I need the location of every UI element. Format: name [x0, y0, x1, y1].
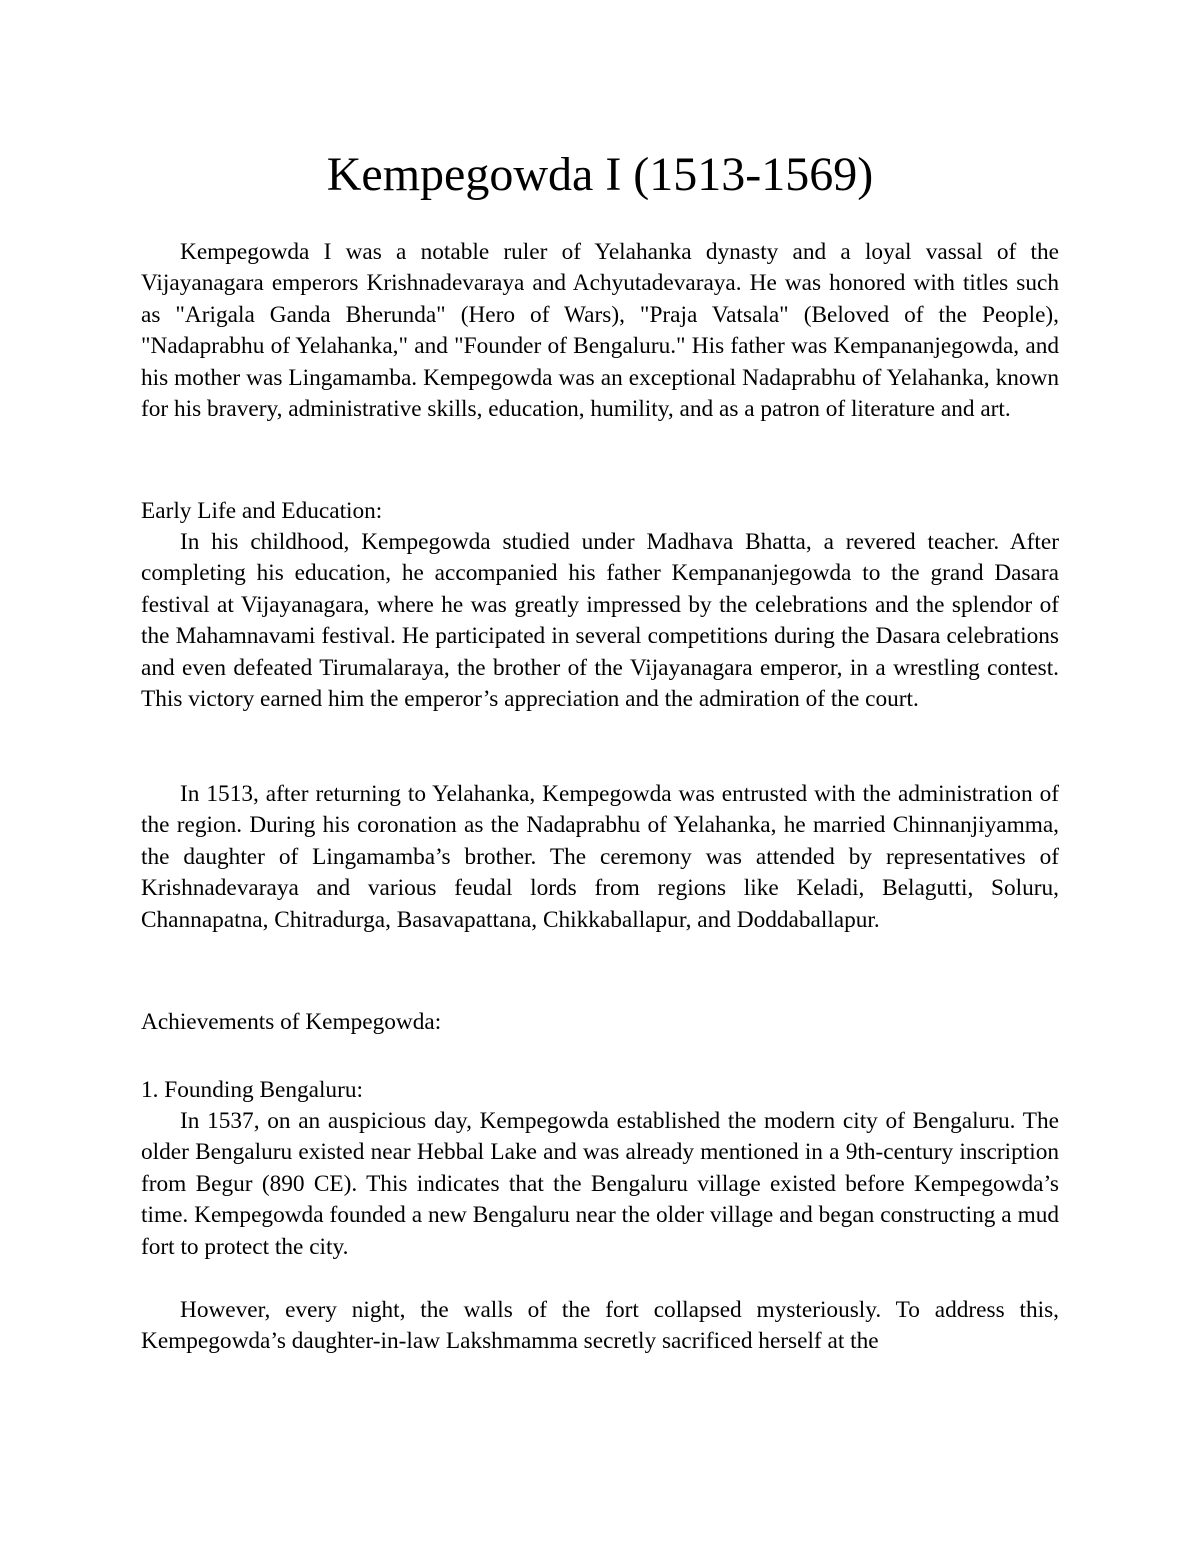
page-title: Kempegowda I (1513-1569): [326, 148, 874, 201]
intro-paragraph: Kempegowda I was a notable ruler of Yelahanka dynasty and a loyal vassal of the Vijayanagara emperors Krishnadevaraya and Achyutadevaraya. He was honored with titles such as "Arigala Ganda Bherunda" (Hero of Wars), "Praja Vatsala" (Beloved of the People), "Nadaprabhu of Yelahanka," and "Founder of Bengaluru." His father was Kempananjegowda, and his mother was Lingamamba. Kempegowda was an exceptional Nadaprabhu of Yelahanka, known for his bravery, administrative skills, education, humility, and as a patron of literature and art.: [141, 239, 1059, 423]
early-life-paragraph-2: In 1513, after returning to Yelahanka, Kempegowda was entrusted with the administration of the region. During his coronation as the Nadaprabhu of Yelahanka, he married Chinnanjiyamma, the daughter of Lingamamba’s brother. The ceremony was attended by representatives of Krishnadevaraya and various feudal lords from regions like Keladi, Belagutti, Soluru, Channapatna, Chitradurga, Basavapattana, Chikkaballapur, and Doddaballapur.: [141, 781, 1059, 933]
founding-paragraph-2: However, every night, the walls of the fort collapsed mysteriously. To address this, Kempegowda’s daughter-in-law Lakshmamma secretly sacrificed herself at the: [141, 1297, 1059, 1355]
founding-paragraph-1: In 1537, on an auspicious day, Kempegowda established the modern city of Bengaluru. The older Bengaluru existed near Hebbal Lake and was already mentioned in a 9th-century inscription from Begur (890 CE). This indicates that the Bengaluru village existed before Kempegowda’s time. Kempegowda founded a new Bengaluru near the older village and began constructing a mud fort to protect the city.: [141, 1108, 1059, 1260]
founding-bengaluru-heading: 1. Founding Bengaluru:: [141, 1077, 363, 1103]
achievements-heading: Achievements of Kempegowda:: [141, 1009, 442, 1035]
early-life-heading: Early Life and Education:: [141, 498, 383, 524]
early-life-paragraph-1: In his childhood, Kempegowda studied under Madhava Bhatta, a revered teacher. After completing his education, he accompanied his father Kempananjegowda to the grand Dasara festival at Vijayanagara, where he was greatly impressed by the celebrations and the splendor of the Mahamnavami festival. He participated in several competitions during the Dasara celebrations and even defeated Tirumalaraya, the brother of the Vijayanagara emperor, in a wrestling contest. This victory earned him the emperor’s appreciation and the admiration of the court.: [141, 529, 1059, 713]
